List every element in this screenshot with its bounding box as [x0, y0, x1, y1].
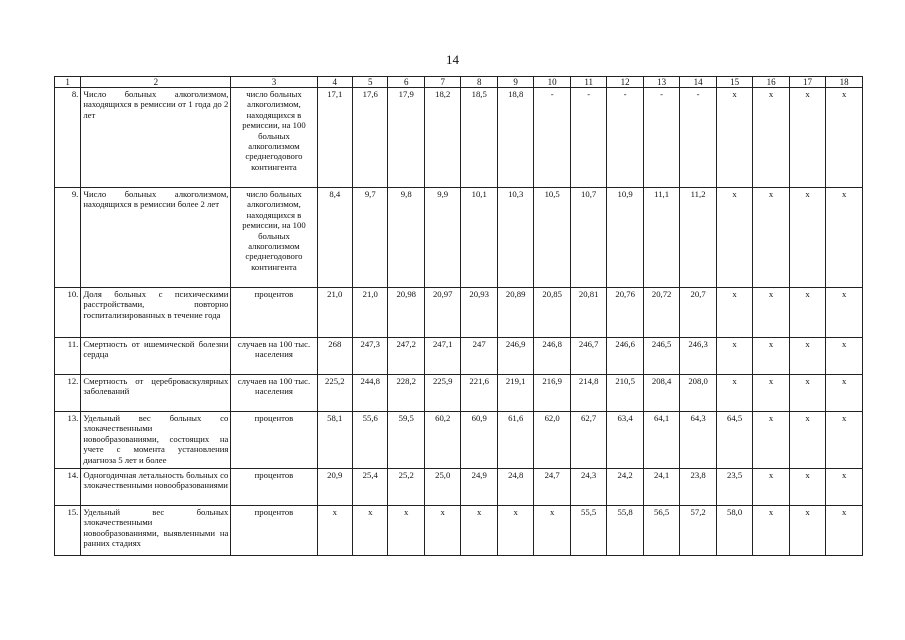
value-cell: 11,1 — [643, 188, 679, 288]
value-cell: 20,72 — [643, 288, 679, 338]
value-cell: 11,2 — [680, 188, 716, 288]
value-cell: 17,1 — [317, 88, 352, 188]
value-cell: x — [789, 506, 825, 556]
row-number: 15. — [55, 506, 81, 556]
table-body — [55, 77, 863, 556]
value-cell: x — [753, 375, 789, 412]
value-cell: 25,4 — [353, 469, 388, 506]
value-cell: x — [753, 188, 789, 288]
unit-of-measure: процентов — [231, 506, 317, 556]
value-cell: 62,7 — [570, 412, 606, 469]
value-cell: x — [753, 469, 789, 506]
table-row — [55, 338, 863, 375]
value-cell: x — [753, 338, 789, 375]
value-cell: x — [716, 338, 752, 375]
row-number: 11. — [55, 338, 81, 375]
indicators-table — [54, 76, 863, 556]
value-cell: x — [497, 506, 533, 556]
column-number-cell: 16 — [753, 77, 789, 88]
value-cell: 214,8 — [570, 375, 606, 412]
value-cell: 216,9 — [534, 375, 570, 412]
table-row — [55, 506, 863, 556]
value-cell: x — [826, 338, 863, 375]
value-cell: 20,98 — [388, 288, 424, 338]
value-cell: 21,0 — [317, 288, 352, 338]
table-row — [55, 188, 863, 288]
value-cell: 247,2 — [388, 338, 424, 375]
value-cell: 10,1 — [461, 188, 497, 288]
value-cell: 57,2 — [680, 506, 716, 556]
value-cell: 247,1 — [424, 338, 460, 375]
value-cell: 24,9 — [461, 469, 497, 506]
value-cell: 55,5 — [570, 506, 606, 556]
value-cell: 64,5 — [716, 412, 752, 469]
column-number-cell: 2 — [81, 77, 231, 88]
table-row — [55, 469, 863, 506]
value-cell: 58,0 — [716, 506, 752, 556]
unit-of-measure: случаев на 100 тыс. населения — [231, 375, 317, 412]
value-cell: 246,5 — [643, 338, 679, 375]
value-cell: x — [716, 88, 752, 188]
column-number-cell: 8 — [461, 77, 497, 88]
value-cell: x — [716, 288, 752, 338]
column-number-cell: 7 — [424, 77, 460, 88]
indicator-name: Удельный вес больных злокачественными новообразованиями, выявленными на ранних стадиях — [81, 506, 231, 556]
value-cell: - — [570, 88, 606, 188]
value-cell: 55,6 — [353, 412, 388, 469]
column-number-cell: 10 — [534, 77, 570, 88]
value-cell: 246,3 — [680, 338, 716, 375]
value-cell: 208,0 — [680, 375, 716, 412]
value-cell: 58,1 — [317, 412, 352, 469]
column-number-cell: 1 — [55, 77, 81, 88]
value-cell: 59,5 — [388, 412, 424, 469]
row-number: 10. — [55, 288, 81, 338]
value-cell: 246,7 — [570, 338, 606, 375]
value-cell: 21,0 — [353, 288, 388, 338]
value-cell: x — [388, 506, 424, 556]
value-cell: 225,2 — [317, 375, 352, 412]
column-number-cell: 3 — [231, 77, 317, 88]
unit-of-measure: процентов — [231, 412, 317, 469]
value-cell: x — [716, 188, 752, 288]
value-cell: 247 — [461, 338, 497, 375]
value-cell: 20,9 — [317, 469, 352, 506]
value-cell: 9,7 — [353, 188, 388, 288]
unit-of-measure: процентов — [231, 469, 317, 506]
value-cell: 268 — [317, 338, 352, 375]
value-cell: 210,5 — [607, 375, 643, 412]
value-cell: x — [826, 506, 863, 556]
column-number-cell: 18 — [826, 77, 863, 88]
value-cell: 23,8 — [680, 469, 716, 506]
value-cell: 25,2 — [388, 469, 424, 506]
value-cell: 20,97 — [424, 288, 460, 338]
column-number-cell: 6 — [388, 77, 424, 88]
value-cell: 8,4 — [317, 188, 352, 288]
unit-of-measure: процентов — [231, 288, 317, 338]
value-cell: 17,9 — [388, 88, 424, 188]
value-cell: 24,8 — [497, 469, 533, 506]
value-cell: 18,2 — [424, 88, 460, 188]
value-cell: x — [789, 375, 825, 412]
value-cell: 9,9 — [424, 188, 460, 288]
value-cell: x — [716, 375, 752, 412]
unit-of-measure: число больных алкоголизмом, находящихся в ремиссии, на 100 больных алкоголизмом среднегодового контингента — [231, 88, 317, 188]
column-number-cell: 9 — [497, 77, 533, 88]
value-cell: - — [643, 88, 679, 188]
value-cell: x — [826, 188, 863, 288]
value-cell: 24,3 — [570, 469, 606, 506]
value-cell: - — [680, 88, 716, 188]
row-number: 9. — [55, 188, 81, 288]
row-number: 13. — [55, 412, 81, 469]
value-cell: x — [789, 188, 825, 288]
value-cell: x — [789, 288, 825, 338]
value-cell: 244,8 — [353, 375, 388, 412]
value-cell: 208,4 — [643, 375, 679, 412]
value-cell: 55,8 — [607, 506, 643, 556]
value-cell: x — [353, 506, 388, 556]
value-cell: 56,5 — [643, 506, 679, 556]
value-cell: 246,6 — [607, 338, 643, 375]
indicator-name: Смертность от цереброваскулярных заболеваний — [81, 375, 231, 412]
value-cell: x — [753, 506, 789, 556]
column-number-cell: 14 — [680, 77, 716, 88]
value-cell: 246,9 — [497, 338, 533, 375]
value-cell: 9,8 — [388, 188, 424, 288]
indicator-name: Одногодичная летальность больных со злокачественными новообразованиями — [81, 469, 231, 506]
value-cell: 225,9 — [424, 375, 460, 412]
value-cell: 64,1 — [643, 412, 679, 469]
value-cell: 247,3 — [353, 338, 388, 375]
value-cell: 25,0 — [424, 469, 460, 506]
value-cell: 24,2 — [607, 469, 643, 506]
value-cell: 24,7 — [534, 469, 570, 506]
value-cell: 20,85 — [534, 288, 570, 338]
value-cell: x — [789, 469, 825, 506]
table-row — [55, 88, 863, 188]
value-cell: x — [424, 506, 460, 556]
value-cell: 60,9 — [461, 412, 497, 469]
indicator-name: Доля больных с психическими расстройствами, повторно госпитализированных в течение года — [81, 288, 231, 338]
value-cell: 20,89 — [497, 288, 533, 338]
column-number-cell: 12 — [607, 77, 643, 88]
value-cell: 18,5 — [461, 88, 497, 188]
value-cell: 61,6 — [497, 412, 533, 469]
value-cell: x — [826, 412, 863, 469]
value-cell: x — [789, 338, 825, 375]
value-cell: x — [789, 88, 825, 188]
indicator-name: Удельный вес больных со злокачественными новообразованиями, состоящих на учете с момента установления диагноза 5 лет и более — [81, 412, 231, 469]
value-cell: 20,81 — [570, 288, 606, 338]
value-cell: 60,2 — [424, 412, 460, 469]
value-cell: 18,8 — [497, 88, 533, 188]
value-cell: x — [826, 469, 863, 506]
value-cell: 20,93 — [461, 288, 497, 338]
value-cell: 62,0 — [534, 412, 570, 469]
column-number-cell: 4 — [317, 77, 352, 88]
value-cell: 17,6 — [353, 88, 388, 188]
value-cell: x — [753, 88, 789, 188]
column-number-cell: 11 — [570, 77, 606, 88]
value-cell: 219,1 — [497, 375, 533, 412]
row-number: 12. — [55, 375, 81, 412]
row-number: 14. — [55, 469, 81, 506]
value-cell: 221,6 — [461, 375, 497, 412]
value-cell: 246,8 — [534, 338, 570, 375]
value-cell: - — [534, 88, 570, 188]
value-cell: x — [826, 375, 863, 412]
indicator-name: Число больных алкоголизмом, находящихся в ремиссии от 1 года до 2 лет — [81, 88, 231, 188]
indicator-name: Число больных алкоголизмом, находящихся в ремиссии более 2 лет — [81, 188, 231, 288]
value-cell: x — [317, 506, 352, 556]
value-cell: 10,9 — [607, 188, 643, 288]
value-cell: 20,76 — [607, 288, 643, 338]
value-cell: 63,4 — [607, 412, 643, 469]
value-cell: - — [607, 88, 643, 188]
column-number-cell: 15 — [716, 77, 752, 88]
column-number-row — [55, 77, 863, 88]
unit-of-measure: случаев на 100 тыс. населения — [231, 338, 317, 375]
value-cell: x — [826, 88, 863, 188]
value-cell: 10,5 — [534, 188, 570, 288]
value-cell: 228,2 — [388, 375, 424, 412]
column-number-cell: 5 — [353, 77, 388, 88]
table-row — [55, 288, 863, 338]
value-cell: 10,7 — [570, 188, 606, 288]
value-cell: 64,3 — [680, 412, 716, 469]
table-row — [55, 412, 863, 469]
table-row — [55, 375, 863, 412]
value-cell: 23,5 — [716, 469, 752, 506]
value-cell: x — [753, 412, 789, 469]
page-number: 14 — [446, 52, 459, 67]
value-cell: x — [461, 506, 497, 556]
value-cell: x — [789, 412, 825, 469]
value-cell: x — [534, 506, 570, 556]
unit-of-measure: число больных алкоголизмом, находящихся в ремиссии, на 100 больных алкоголизмом среднегодового контингента — [231, 188, 317, 288]
row-number: 8. — [55, 88, 81, 188]
value-cell: 20,7 — [680, 288, 716, 338]
value-cell: 10,3 — [497, 188, 533, 288]
column-number-cell: 17 — [789, 77, 825, 88]
column-number-cell: 13 — [643, 77, 679, 88]
value-cell: x — [753, 288, 789, 338]
value-cell: 24,1 — [643, 469, 679, 506]
indicator-name: Смертность от ишемической болезни сердца — [81, 338, 231, 375]
value-cell: x — [826, 288, 863, 338]
